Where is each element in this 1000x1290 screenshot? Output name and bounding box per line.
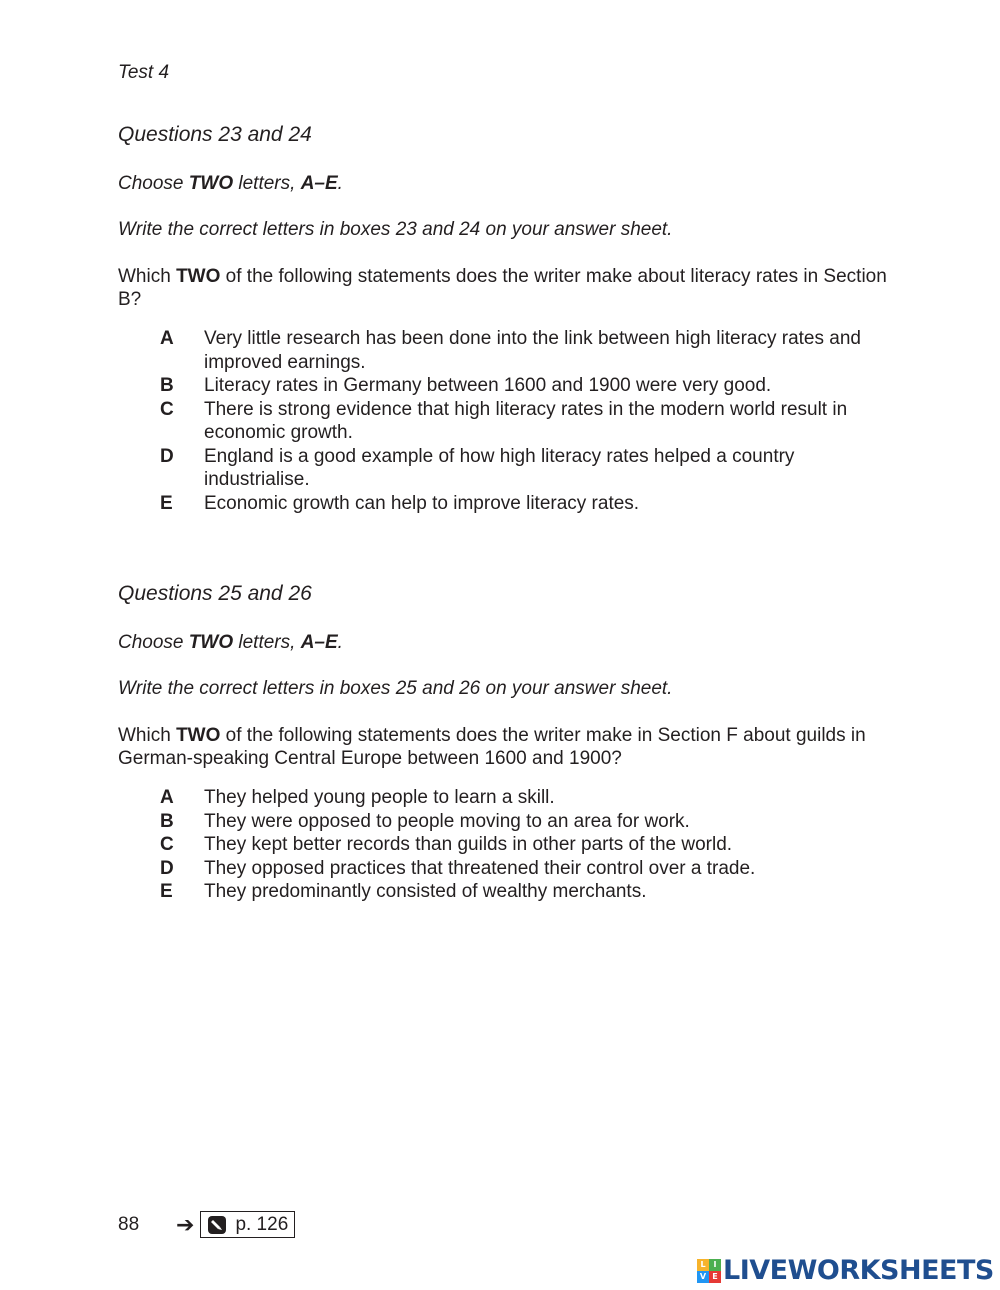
liveworksheets-logo <box>697 1255 994 1286</box>
option-letter: B <box>160 810 174 832</box>
stem-prefix: Which <box>118 266 177 287</box>
option-c <box>160 833 900 857</box>
instruction-write-25-26: Write the correct letters in boxes 25 and 26 on your answer sheet. <box>118 678 673 699</box>
instr-bold-range: A–E <box>300 632 338 653</box>
option-text: They predominantly consisted of wealthy merchants. <box>204 881 647 902</box>
option-letter: E <box>160 492 173 514</box>
option-letter: A <box>160 787 174 808</box>
option-b <box>160 810 900 834</box>
logo-cube: V <box>697 1271 709 1283</box>
stem-suffix: of the following statements does the writer make in Section F about guilds in German-speaking Central Europe between 1600 and 1900? <box>118 725 866 769</box>
reference-page: p. 126 <box>235 1213 289 1235</box>
stem-bold: TWO <box>176 266 221 287</box>
arrow-right-icon: ➔ <box>176 1211 195 1237</box>
stem-suffix: of the following statements does the writer make about literacy rates in Section B? <box>118 266 887 310</box>
question-stem-25-26 <box>118 724 898 770</box>
logo-cubes-icon <box>697 1259 721 1283</box>
stem-prefix: Which <box>118 725 177 746</box>
option-letter: C <box>160 398 174 420</box>
logo-cube: E <box>709 1271 721 1283</box>
page-number: 88 <box>118 1213 140 1235</box>
option-a <box>160 786 900 810</box>
running-head: Test 4 <box>118 62 170 83</box>
option-text: There is strong evidence that high literacy rates in the modern world result in economic growth. <box>204 398 848 443</box>
option-text: They were opposed to people moving to an area for work. <box>204 810 690 832</box>
section-heading-23-24: Questions 23 and 24 <box>118 123 312 146</box>
instruction-choose-23-24 <box>118 173 343 195</box>
option-text: Literacy rates in Germany between 1600 and 1900 were very good. <box>204 375 772 396</box>
option-c <box>160 398 900 445</box>
logo-cube: I <box>709 1259 721 1271</box>
instr-bold-two: TWO <box>188 173 234 194</box>
instr-prefix: Choose <box>118 632 189 653</box>
option-letter: B <box>160 375 174 396</box>
instr-suffix: . <box>337 173 343 194</box>
option-text: They kept better records than guilds in other parts of the world. <box>204 834 733 855</box>
option-a <box>160 327 900 374</box>
page-footer <box>118 1211 295 1238</box>
option-e <box>160 492 900 516</box>
instr-prefix: Choose <box>118 173 189 194</box>
option-letter: E <box>160 881 173 902</box>
instr-middle: letters, <box>233 632 301 653</box>
section-heading-25-26: Questions 25 and 26 <box>118 582 312 605</box>
logo-cube: L <box>697 1259 709 1271</box>
option-letter: D <box>160 445 174 467</box>
option-letter: D <box>160 857 174 879</box>
option-text: They opposed practices that threatened their control over a trade. <box>204 857 756 879</box>
instr-bold-two: TWO <box>188 632 234 653</box>
option-b <box>160 374 900 398</box>
instr-suffix: . <box>337 632 343 653</box>
option-d <box>160 857 900 881</box>
option-text: They helped young people to learn a skill. <box>204 787 555 808</box>
question-stem-23-24 <box>118 265 898 311</box>
logo-wordmark: LIVEWORKSHEETS <box>723 1255 994 1286</box>
option-e <box>160 880 900 904</box>
options-list-25-26 <box>160 786 900 904</box>
stem-bold: TWO <box>176 725 221 746</box>
option-letter: A <box>160 328 174 349</box>
answer-key-reference[interactable] <box>200 1211 295 1238</box>
instruction-choose-25-26 <box>118 632 343 654</box>
answer-key-book-icon <box>207 1215 227 1235</box>
options-list-23-24 <box>160 327 900 515</box>
instr-middle: letters, <box>233 173 301 194</box>
option-text: England is a good example of how high literacy rates helped a country industrialise. <box>204 445 795 490</box>
instr-bold-range: A–E <box>300 173 338 194</box>
option-text: Very little research has been done into the link between high literacy rates and improved earnings. <box>204 328 861 373</box>
option-text: Economic growth can help to improve literacy rates. <box>204 492 640 514</box>
option-letter: C <box>160 834 174 855</box>
instruction-write-23-24: Write the correct letters in boxes 23 and 24 on your answer sheet. <box>118 219 673 240</box>
option-d <box>160 445 900 492</box>
